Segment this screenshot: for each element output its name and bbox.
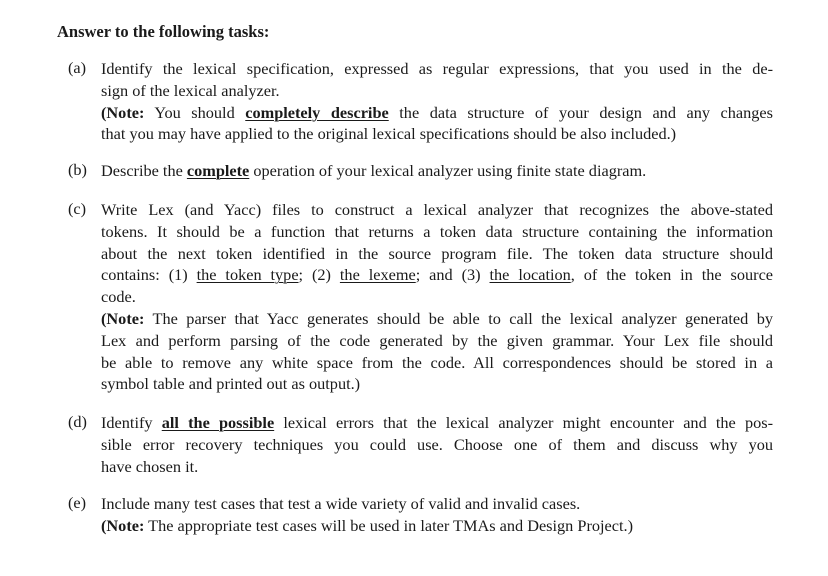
text-segment: symbol table and printed out as output.): [101, 374, 361, 394]
task-body: [101, 58, 773, 145]
text-segment: You should: [144, 102, 246, 122]
text-segment: Identify: [101, 413, 162, 432]
text-segment: , of the token in the source: [570, 265, 774, 285]
text-line: [101, 243, 773, 265]
text-segment: Note:: [106, 308, 145, 328]
text-segment: that you may have applied to the original lexical specifications should be also included.): [101, 124, 677, 144]
text-segment: Note:: [106, 102, 145, 122]
text-segment: tokens. It should be a function that returns a token data structure containing the information: [101, 221, 773, 241]
text-line: [101, 80, 773, 102]
text-segment: Describe the: [101, 161, 187, 180]
text-line: [101, 286, 773, 308]
text-segment: contains: (1): [101, 265, 197, 285]
text-line: [101, 412, 773, 434]
text-line: [101, 456, 773, 478]
text-segment: complete: [186, 161, 250, 180]
task-label: (a): [68, 58, 87, 77]
task-label: (c): [68, 199, 87, 218]
text-segment: the location: [489, 265, 571, 285]
task-label: (b): [68, 160, 87, 179]
text-segment: (: [101, 515, 107, 535]
text-line: [101, 58, 773, 80]
text-segment: lexical errors that the lexical analyzer might encounter and the pos-: [274, 413, 774, 432]
text-line: [101, 330, 773, 352]
text-segment: The parser that Yacc generates should be able to call the lexical analyzer generated by: [144, 308, 773, 328]
text-segment: the lexeme: [339, 265, 416, 285]
text-line: [101, 493, 773, 515]
text-line: [101, 515, 773, 537]
text-line: [101, 434, 773, 456]
text-segment: completely describe: [245, 102, 389, 122]
text-line: [101, 199, 773, 221]
task-body: [101, 160, 773, 182]
text-line: [101, 264, 773, 286]
text-line: [101, 102, 773, 124]
task-body: [101, 493, 773, 537]
text-segment: the token type: [196, 265, 299, 285]
task-label: (d): [68, 412, 87, 431]
task-body: [101, 199, 773, 395]
text-line: [101, 221, 773, 243]
text-segment: ; (2): [298, 265, 340, 285]
text-segment: sible error recovery techniques you could use. Choose one of them and discuss why you: [101, 434, 773, 454]
text-line: [101, 352, 773, 374]
task-label: (e): [68, 493, 87, 512]
text-line: [101, 123, 773, 145]
text-segment: Include many test cases that test a wide variety of valid and invalid cases.: [101, 494, 581, 513]
text-segment: sign of the lexical analyzer.: [101, 80, 280, 100]
task-body: [101, 412, 773, 477]
text-segment: about the next token identified in the source program file. The token data structure should: [101, 243, 773, 263]
text-segment: Identify the lexical specification, expressed as regular expressions, that you used in the de-: [101, 59, 773, 78]
text-segment: Write Lex (and Yacc) files to construct a lexical analyzer that recognizes the above-stated: [101, 200, 773, 219]
text-segment: The appropriate test cases will be used in later TMAs and Design Project.): [144, 515, 634, 535]
text-segment: all the possible: [161, 413, 275, 432]
text-line: [101, 160, 773, 182]
text-segment: (: [101, 102, 107, 122]
text-segment: Lex and perform parsing of the code generated by the given grammar. Your Lex file should: [101, 330, 773, 350]
text-line: [101, 308, 773, 330]
text-line: [101, 373, 773, 395]
text-segment: code.: [101, 287, 136, 307]
text-segment: operation of your lexical analyzer using finite state diagram.: [249, 161, 647, 180]
text-segment: Note:: [106, 515, 145, 535]
text-segment: have chosen it.: [101, 456, 199, 476]
page-heading: Answer to the following tasks:: [57, 22, 270, 41]
text-segment: the data structure of your design and any changes: [388, 102, 773, 122]
text-segment: (: [101, 308, 107, 328]
text-segment: ; and (3): [415, 265, 490, 285]
text-segment: be able to remove any white space from the code. All correspondences should be stored in a: [101, 352, 773, 372]
